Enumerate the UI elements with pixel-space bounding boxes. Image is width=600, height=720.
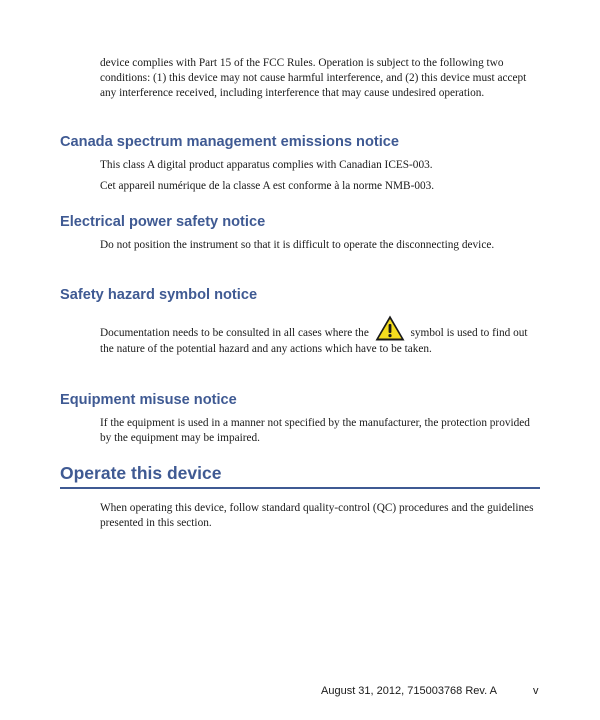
safety-heading: Safety hazard symbol notice (60, 287, 258, 303)
misuse-text: If the equipment is used in a manner not specified by the manufacturer, the protection provided by the equipment may be impaired. (100, 417, 530, 444)
safety-text-before: Documentation needs to be consulted in all cases where the (100, 327, 369, 339)
fcc-paragraph: device complies with Part 15 of the FCC Rules. Operation is subject to the following two conditions: (1) this device may not cause harmful interference, and (2) this device must accept any interference received, including interference that may cause undesired operation. (100, 57, 527, 99)
misuse-heading: Equipment misuse notice (60, 392, 237, 408)
warning-triangle-icon (374, 314, 406, 342)
canada-french-text: Cet appareil numérique de la classe A est conforme à la norme NMB-003. (100, 180, 435, 192)
operate-heading: Operate this device (60, 463, 222, 483)
canada-heading: Canada spectrum management emissions notice (60, 134, 400, 150)
footer-page-number: v (533, 685, 539, 697)
safety-text (100, 314, 540, 357)
safety-text-after: symbol is used to find out the nature of the potential hazard and any actions which have to be taken. (100, 327, 528, 355)
footer-date-revision: August 31, 2012, 715003768 Rev. A (321, 685, 497, 697)
section-rule (60, 487, 540, 489)
electrical-heading: Electrical power safety notice (60, 214, 266, 230)
canada-english-text: This class A digital product apparatus complies with Canadian ICES-003. (100, 159, 433, 171)
operate-text: When operating this device, follow standard quality-control (QC) procedures and the guidelines presented in this section. (100, 502, 534, 529)
electrical-text: Do not position the instrument so that it is difficult to operate the disconnecting device. (100, 239, 495, 251)
